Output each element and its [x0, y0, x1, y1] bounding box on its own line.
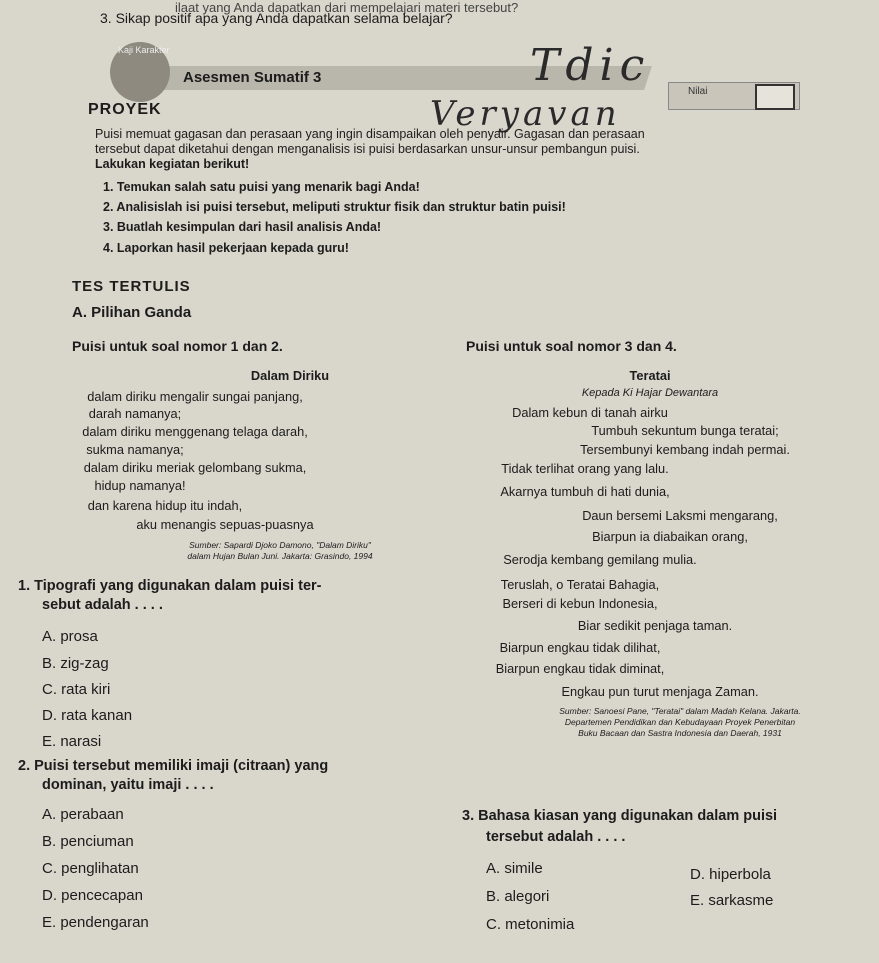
right-poem-heading: Puisi untuk soal nomor 3 dan 4. — [466, 338, 677, 354]
proyek-step: 4. Laporkan hasil pekerjaan kepada guru! — [103, 241, 349, 255]
handwritten-name: Tdic — [530, 40, 651, 91]
poem-line: aku menangis sepuas-puasnya — [136, 517, 314, 532]
poem-source: dalam Hujan Bulan Juni. Jakarta: Grasindo, 1994 — [187, 551, 373, 561]
q3-option-a[interactable]: A. simile — [486, 860, 543, 877]
poem-line: dan karena hidup itu indah, — [87, 498, 243, 513]
poem-line: Tersembunyi kembang indah permai. — [580, 442, 790, 457]
proyek-title: PROYEK — [88, 101, 162, 118]
q3-option-c[interactable]: C. metonimia — [486, 916, 575, 933]
proyek-intro-line-1: Puisi memuat gagasan dan perasaan yang ingin disampaikan oleh penyair. Gagasan dan perasaan — [95, 127, 645, 141]
question-2-text: dominan, yaitu imaji . . . . — [42, 777, 214, 793]
tes-tertulis-title: TES TERTULIS — [72, 278, 191, 295]
poem-line: sukma namanya; — [86, 442, 184, 457]
q1-option-e[interactable]: E. narasi — [42, 733, 102, 750]
poem-line: Akarnya tumbuh di hati dunia, — [500, 484, 670, 499]
poem-line: dalam diriku mengalir sungai panjang, — [87, 389, 303, 404]
poem-title-teratai: Teratai — [629, 368, 671, 383]
poem-line: Tumbuh sekuntum bunga teratai; — [591, 423, 779, 438]
poem-line: Biarpun engkau tidak diminat, — [495, 661, 665, 676]
poem-subtitle: Kepada Ki Hajar Dewantara — [581, 387, 719, 399]
poem-line: Biar sedikit penjaga taman. — [577, 618, 733, 633]
poem-line: dalam diriku menggenang telaga darah, — [82, 424, 308, 439]
poem-source: Sumber: Sanoesi Pane, "Teratai" dalam Madah Kelana. Jakarta. — [559, 706, 801, 716]
poem-line: Engkau pun turut menjaga Zaman. — [561, 684, 759, 699]
poem-line: Daun bersemi Laksmi mengarang, — [582, 508, 778, 523]
score-square — [755, 84, 795, 110]
banner-title: Asesmen Sumatif 3 — [183, 69, 322, 86]
q1-option-d[interactable]: D. rata kanan — [42, 707, 133, 724]
nilai-label: Nilai — [688, 86, 708, 97]
q2-option-a[interactable]: A. perabaan — [42, 806, 124, 823]
poem-line: hidup namanya! — [94, 478, 186, 493]
poem-line: darah namanya; — [88, 406, 182, 421]
proyek-instruction: Lakukan kegiatan berikut! — [95, 157, 250, 171]
proyek-step: 1. Temukan salah satu puisi yang menarik bagi Anda! — [103, 180, 420, 194]
poem-source: Buku Bacaan dan Sastra Indonesia dan Daerah, 1931 — [578, 728, 782, 738]
poem-line: Tidak terlihat orang yang lalu. — [501, 461, 669, 476]
q2-option-b[interactable]: B. penciuman — [42, 833, 134, 850]
handwritten-scribble: Veryavan — [430, 94, 621, 134]
badge-label: Kaji Karakter — [118, 45, 170, 55]
question-3-text: tersebut adalah . . . . — [486, 829, 626, 845]
poem-source: Departemen Pendidikan dan Kebudayaan Proyek Penerbitan — [564, 717, 796, 727]
proyek-intro-line-2: tersebut dapat diketahui dengan menganalisis isi puisi berdasarkan unsur-unsur pembangun puisi. — [95, 142, 640, 156]
poem-line: Serodja kembang gemilang mulia. — [503, 552, 697, 567]
q3-option-e[interactable]: E. sarkasme — [690, 892, 774, 909]
reflection-question-3: 3. Sikap positif apa yang Anda dapatkan selama belajar? — [100, 10, 453, 26]
q1-option-c[interactable]: C. rata kiri — [42, 681, 111, 698]
q3-option-b[interactable]: B. alegori — [486, 888, 550, 905]
poem-line: Biarpun ia diabaikan orang, — [592, 529, 748, 544]
question-2-text: 2. Puisi tersebut memiliki imaji (citraan) yang — [18, 758, 329, 774]
poem-line: Teruslah, o Teratai Bahagia, — [500, 577, 660, 592]
poem-line: Dalam kebun di tanah airku — [512, 405, 668, 420]
q1-option-b[interactable]: B. zig-zag — [42, 655, 109, 672]
poem-line: Berseri di kebun Indonesia, — [502, 596, 658, 611]
q2-option-c[interactable]: C. penglihatan — [42, 860, 139, 877]
poem-source: Sumber: Sapardi Djoko Damono, "Dalam Diriku" — [189, 540, 371, 550]
question-1-text: 1. Tipografi yang digunakan dalam puisi ter- — [18, 578, 322, 594]
q1-option-a[interactable]: A. prosa — [42, 628, 98, 645]
poem-line: dalam diriku meriak gelombang sukma, — [83, 460, 307, 475]
left-poem-heading: Puisi untuk soal nomor 1 dan 2. — [72, 338, 283, 354]
question-1-text: sebut adalah . . . . — [42, 597, 163, 613]
q2-option-e[interactable]: E. pendengaran — [42, 914, 149, 931]
proyek-step: 3. Buatlah kesimpulan dari hasil analisis Anda! — [103, 220, 382, 234]
q2-option-d[interactable]: D. pencecapan — [42, 887, 143, 904]
proyek-step: 2. Analisislah isi puisi tersebut, meliputi struktur fisik dan struktur batin puisi! — [103, 200, 566, 214]
q3-option-d[interactable]: D. hiperbola — [690, 866, 771, 883]
poem-title-dalam-diriku: Dalam Diriku — [250, 368, 330, 383]
poem-line: Biarpun engkau tidak dilihat, — [499, 640, 661, 655]
cut-off-question-line: ilaat yang Anda dapatkan dari mempelajari materi tersebut? — [175, 0, 519, 15]
section-pilihan-ganda: A. Pilihan Ganda — [72, 304, 192, 321]
question-3-text: 3. Bahasa kiasan yang digunakan dalam puisi — [462, 808, 778, 824]
